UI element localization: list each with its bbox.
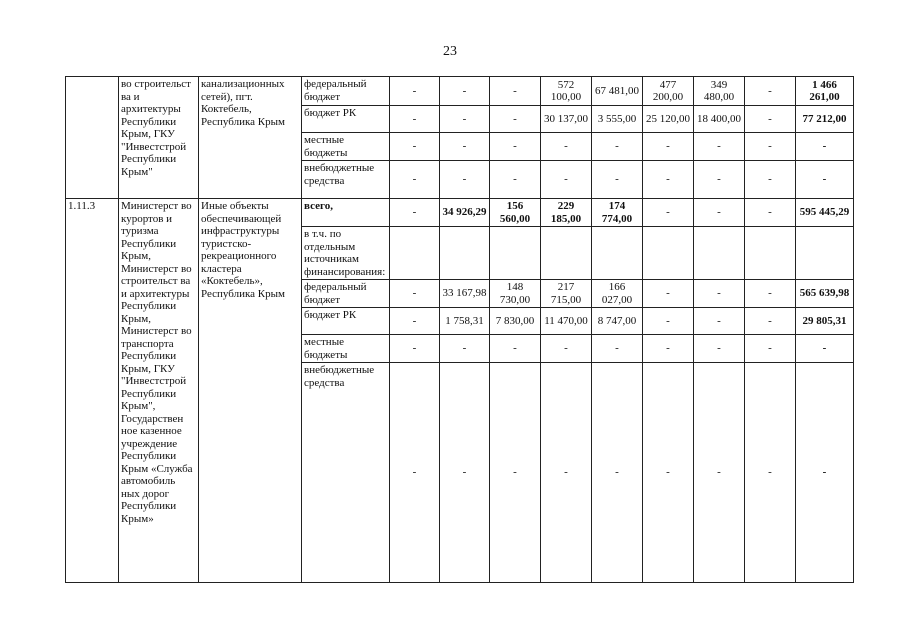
value-cell: - [694, 161, 745, 199]
executor-cell: Министерст во курортов и туризма Республики Крым, Министерст во строительст ва и архитектуры Республики Крым, Министерст во транспорта Республики Крым, ГКУ "Инвестстрой Республики Крым", Государствен ное казенное учреждение Республики Крым «Служба автомобиль ных дорог Республики Крым» [119, 199, 199, 583]
value-cell: - [745, 106, 796, 133]
source-cell: внебюджетные средства [302, 363, 390, 583]
total-value-cell: 1 466 261,00 [796, 77, 854, 106]
source-cell: местные бюджеты [302, 133, 390, 161]
value-cell: - [390, 280, 440, 308]
value-cell: - [490, 77, 541, 106]
empty-cell [440, 227, 490, 280]
value-cell: - [541, 161, 592, 199]
value-cell: - [643, 308, 694, 335]
value-cell: - [643, 280, 694, 308]
value-cell: - [745, 280, 796, 308]
object-cell: канализационных сетей), пгт. Коктебель, Республика Крым [199, 77, 302, 199]
value-cell: 1 758,31 [440, 308, 490, 335]
empty-cell [490, 227, 541, 280]
source-cell: бюджет РК [302, 106, 390, 133]
value-cell: - [541, 363, 592, 583]
value-cell: - [490, 106, 541, 133]
value-cell: - [694, 363, 745, 583]
value-cell: 156 560,00 [490, 199, 541, 227]
value-cell: 166 027,00 [592, 280, 643, 308]
value-cell: - [390, 133, 440, 161]
total-value-cell: - [796, 133, 854, 161]
empty-cell [643, 227, 694, 280]
value-cell: 67 481,00 [592, 77, 643, 106]
value-cell: - [643, 335, 694, 363]
source-cell: внебюджетные средства [302, 161, 390, 199]
value-cell: - [592, 133, 643, 161]
value-cell: - [745, 335, 796, 363]
source-cell: всего, [302, 199, 390, 227]
empty-cell [694, 227, 745, 280]
value-cell: - [440, 77, 490, 106]
value-cell: - [694, 335, 745, 363]
value-cell: - [390, 335, 440, 363]
value-cell: - [390, 77, 440, 106]
value-cell: - [490, 133, 541, 161]
value-cell: - [440, 161, 490, 199]
value-cell: - [745, 77, 796, 106]
value-cell: 30 137,00 [541, 106, 592, 133]
value-cell: - [592, 161, 643, 199]
total-value-cell: - [796, 161, 854, 199]
value-cell: 229 185,00 [541, 199, 592, 227]
value-cell: - [745, 363, 796, 583]
value-cell: - [390, 308, 440, 335]
subheader-cell: в т.ч. по отдельным источникам финансирования: [302, 227, 390, 280]
value-cell: - [592, 363, 643, 583]
empty-cell [592, 227, 643, 280]
value-cell: - [745, 161, 796, 199]
source-cell: федеральный бюджет [302, 77, 390, 106]
value-cell: - [694, 308, 745, 335]
value-cell: - [643, 133, 694, 161]
empty-cell [390, 227, 440, 280]
value-cell: 3 555,00 [592, 106, 643, 133]
value-cell: - [490, 335, 541, 363]
value-cell: - [440, 106, 490, 133]
value-cell: - [745, 199, 796, 227]
value-cell: - [592, 335, 643, 363]
total-value-cell: 595 445,29 [796, 199, 854, 227]
total-value-cell: 77 212,00 [796, 106, 854, 133]
value-cell: - [694, 280, 745, 308]
value-cell: - [643, 363, 694, 583]
value-cell: - [694, 133, 745, 161]
value-cell: 174 774,00 [592, 199, 643, 227]
value-cell: 477 200,00 [643, 77, 694, 106]
source-cell: бюджет РК [302, 308, 390, 335]
value-cell: - [745, 133, 796, 161]
value-cell: 34 926,29 [440, 199, 490, 227]
source-cell: федеральный бюджет [302, 280, 390, 308]
empty-cell [541, 227, 592, 280]
object-cell: Иные объекты обеспечивающей инфраструктуры туристско-рекреационного кластера «Коктебель», Республика Крым [199, 199, 302, 583]
value-cell: - [541, 335, 592, 363]
row-number-cell [66, 77, 119, 199]
value-cell: - [390, 363, 440, 583]
value-cell: - [643, 161, 694, 199]
table-row [66, 199, 854, 227]
value-cell: 33 167,98 [440, 280, 490, 308]
value-cell: 8 747,00 [592, 308, 643, 335]
value-cell: - [390, 106, 440, 133]
value-cell: 11 470,00 [541, 308, 592, 335]
value-cell: 217 715,00 [541, 280, 592, 308]
value-cell: 25 120,00 [643, 106, 694, 133]
value-cell: 148 730,00 [490, 280, 541, 308]
value-cell: - [390, 199, 440, 227]
value-cell: - [490, 363, 541, 583]
value-cell: - [541, 133, 592, 161]
value-cell: 18 400,00 [694, 106, 745, 133]
total-value-cell: 565 639,98 [796, 280, 854, 308]
total-value-cell: - [796, 335, 854, 363]
financing-table [65, 76, 854, 583]
executor-cell: во строительст ва и архитектуры Республики Крым, ГКУ "Инвестстрой Республики Крым" [119, 77, 199, 199]
empty-cell [796, 227, 854, 280]
value-cell: 7 830,00 [490, 308, 541, 335]
table-row [66, 77, 854, 106]
value-cell: 572 100,00 [541, 77, 592, 106]
value-cell: - [745, 308, 796, 335]
row-number-cell: 1.11.3 [66, 199, 119, 583]
value-cell: 349 480,00 [694, 77, 745, 106]
value-cell: - [643, 199, 694, 227]
total-value-cell: 29 805,31 [796, 308, 854, 335]
value-cell: - [440, 363, 490, 583]
value-cell: - [440, 133, 490, 161]
total-value-cell: - [796, 363, 854, 583]
page-number: 23 [443, 44, 457, 59]
empty-cell [745, 227, 796, 280]
table-body [66, 77, 854, 583]
value-cell: - [694, 199, 745, 227]
value-cell: - [490, 161, 541, 199]
value-cell: - [390, 161, 440, 199]
value-cell: - [440, 335, 490, 363]
source-cell: местные бюджеты [302, 335, 390, 363]
